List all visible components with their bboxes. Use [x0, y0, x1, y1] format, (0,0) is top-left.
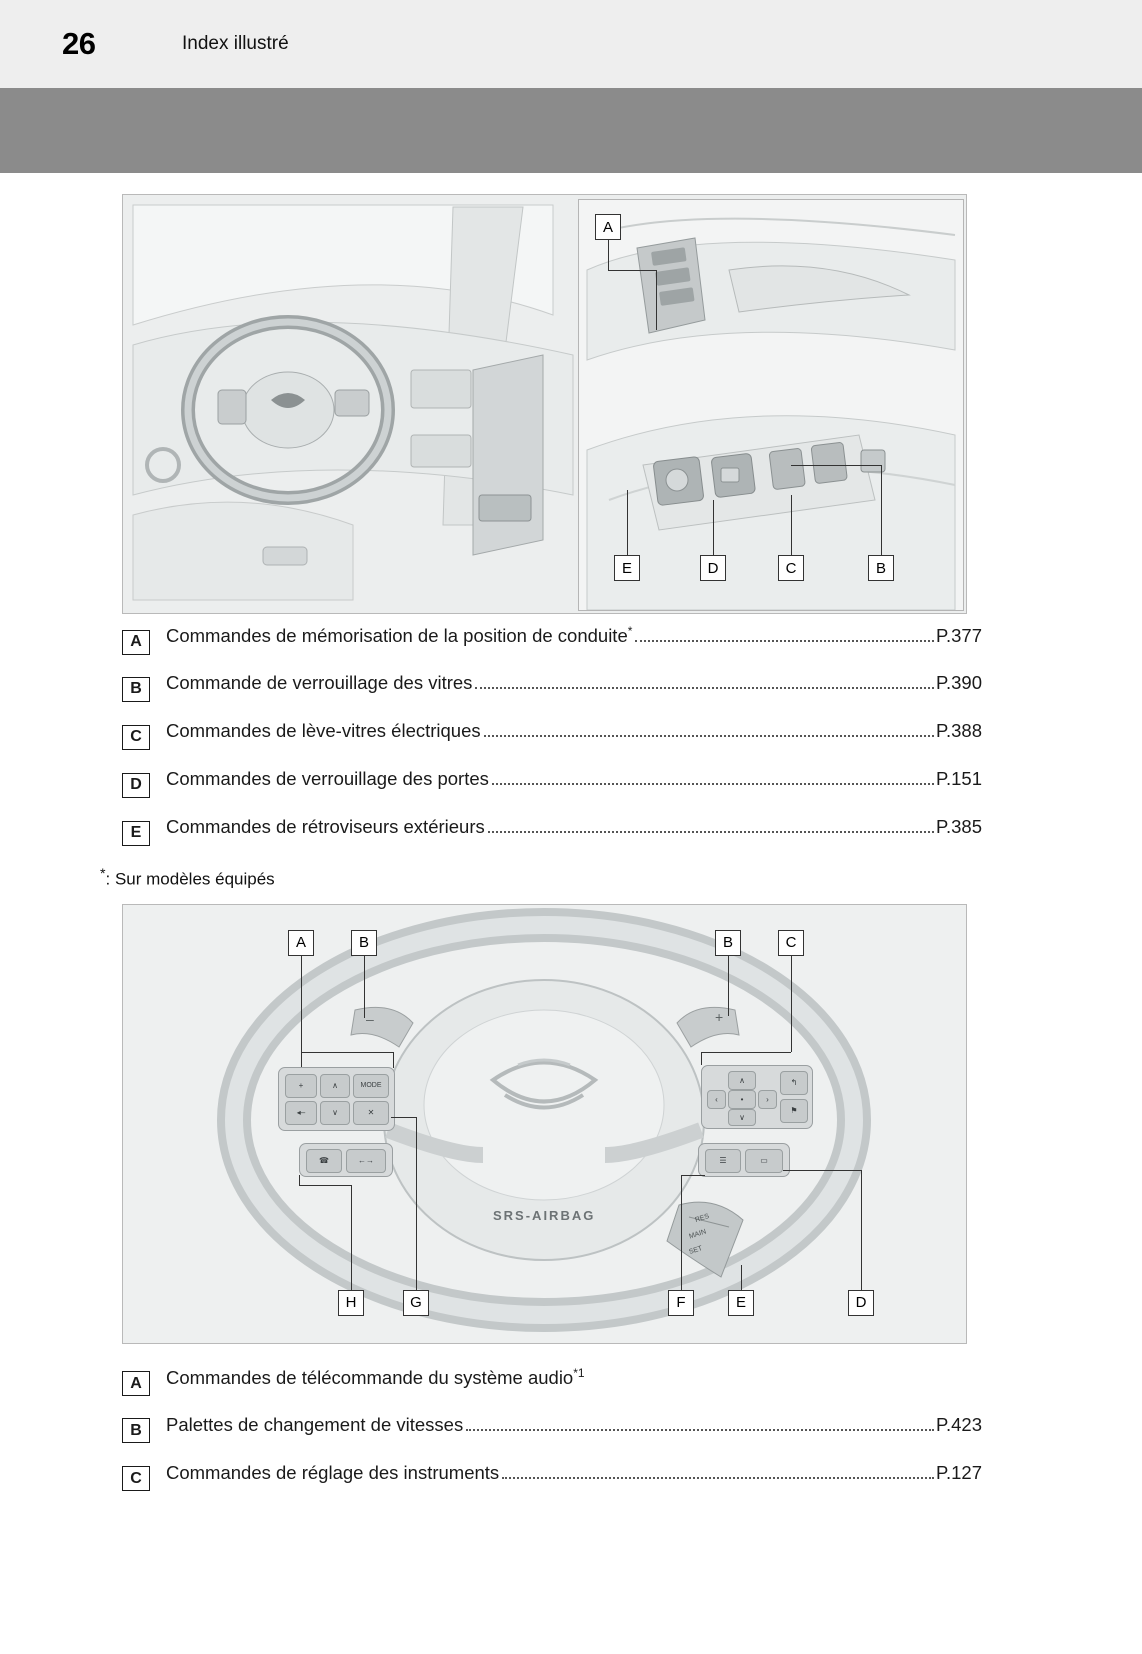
leader-b [881, 465, 882, 555]
index-key: B [122, 1418, 150, 1443]
callout-c: C [778, 930, 804, 956]
index-label [166, 816, 485, 838]
callout-c: C [778, 555, 804, 581]
cabin-illustration [123, 195, 583, 613]
meter-enter-key[interactable]: • [728, 1090, 756, 1109]
volume-down-key[interactable]: ◂– [285, 1101, 317, 1125]
index-key: A [122, 1371, 150, 1396]
index-label-text: Commandes de lève-vitres électriques [166, 720, 481, 741]
leader-b-right [728, 956, 729, 1016]
index-page-ref[interactable]: P.385 [936, 816, 982, 837]
index-label [166, 624, 632, 647]
leader-c2v [701, 1052, 702, 1065]
index-label [166, 672, 472, 694]
leader-a-h [608, 270, 656, 271]
seek-up-key[interactable]: ∧ [320, 1074, 350, 1098]
callout-b-left: B [351, 930, 377, 956]
index-label [166, 1462, 499, 1484]
callout-f: F [668, 1290, 694, 1316]
leader-g-h [391, 1117, 416, 1118]
index-label-text: Commandes de verrouillage des portes [166, 768, 489, 789]
index-row [122, 1366, 982, 1414]
leader-dots [484, 735, 934, 737]
index-row [122, 720, 982, 768]
callout-h: H [338, 1290, 364, 1316]
leader-d2 [861, 1170, 862, 1290]
leader-dots [488, 831, 934, 833]
meter-page-key[interactable]: ⚑ [780, 1099, 808, 1123]
index-label [166, 768, 489, 790]
leader-e [627, 490, 628, 555]
phone-key[interactable]: ☎ [306, 1149, 342, 1173]
index-key: E [122, 821, 150, 846]
callout-b-right: B [715, 930, 741, 956]
footnote [100, 866, 1142, 890]
leader-h-v [299, 1175, 300, 1185]
meter-left-key[interactable]: ‹ [707, 1090, 726, 1109]
seek-down-key[interactable]: ∨ [320, 1101, 350, 1125]
index-page-ref[interactable]: P.388 [936, 720, 982, 741]
meter-down-key[interactable]: ∨ [728, 1109, 756, 1126]
index-page-ref[interactable]: P.151 [936, 768, 982, 789]
index-label-text: Palettes de changement de vitesses [166, 1413, 464, 1435]
leader-f-h [681, 1175, 705, 1176]
steering-wheel-illustration [123, 905, 966, 1343]
leader-h-h [299, 1185, 351, 1186]
mute-key[interactable]: ✕ [353, 1101, 389, 1125]
index-key: C [122, 725, 150, 750]
meter-back-key[interactable]: ↰ [780, 1071, 808, 1095]
paddle-downshift-label: – [366, 1010, 374, 1027]
index-label-sup: * [627, 624, 633, 638]
header-band [0, 88, 1142, 173]
figure-steering-wheel [122, 904, 967, 1344]
index-label-sup: *1 [573, 1365, 585, 1380]
index-row [122, 672, 982, 720]
index-label-text: Commande de verrouillage des vitres [166, 672, 473, 693]
callout-d: D [700, 555, 726, 581]
footnote-text: : Sur modèles équipés [105, 869, 275, 889]
index-label-text: Commandes de rétroviseurs extérieurs [166, 816, 485, 837]
door-panel-inset [578, 199, 964, 611]
leader-dots [492, 783, 934, 785]
index-page-ref[interactable]: P.377 [936, 625, 982, 647]
lta-key[interactable]: ☰ [705, 1149, 741, 1173]
index-row [122, 768, 982, 816]
leader-dots [466, 1429, 934, 1431]
srs-airbag-label: SRS-AIRBAG [493, 1207, 596, 1223]
index-row [122, 624, 982, 672]
telephone-talk-pad[interactable] [299, 1143, 393, 1177]
index-key: C [122, 1466, 150, 1491]
meter-right-key[interactable]: › [758, 1090, 777, 1109]
index-label [166, 720, 481, 742]
index-page-ref[interactable]: P.127 [936, 1461, 982, 1483]
leader-c2h [701, 1052, 791, 1053]
index-row [122, 1414, 982, 1462]
leader-dots [475, 687, 934, 689]
index-key: D [122, 773, 150, 798]
page-title: Index illustré [182, 33, 289, 54]
callout-b: B [868, 555, 894, 581]
page-header [0, 0, 1142, 88]
leader-dots [635, 640, 934, 642]
volume-up-key[interactable]: + [285, 1074, 317, 1098]
leader-h [351, 1185, 352, 1290]
leader-a2v [393, 1052, 394, 1068]
leader-a2h [301, 1052, 393, 1053]
leader-f [681, 1175, 682, 1290]
meter-control-pad[interactable] [701, 1065, 813, 1129]
callout-g: G [403, 1290, 429, 1316]
leader-a-v [608, 240, 609, 270]
footnote-mark: * [100, 866, 106, 882]
meter-up-key[interactable]: ∧ [728, 1071, 756, 1090]
leader-g [416, 1117, 417, 1290]
leader-c [791, 495, 792, 555]
talk-key[interactable]: ←→ [346, 1149, 386, 1173]
index-row [122, 816, 982, 864]
lane-lta-pad[interactable] [698, 1143, 790, 1177]
callout-e: E [728, 1290, 754, 1316]
callout-d: D [848, 1290, 874, 1316]
stalk-res-label: RES [694, 1212, 711, 1224]
index-label-text: Commandes de mémorisation de la position de conduite [166, 625, 628, 647]
stalk-set-label: SET [688, 1244, 704, 1256]
leader-e2 [741, 1265, 742, 1290]
index-label [166, 1414, 463, 1436]
mode-key[interactable]: MODE [353, 1074, 389, 1098]
index-key: B [122, 677, 150, 702]
leader-dots [502, 1477, 934, 1479]
leader-a-v2 [656, 270, 657, 330]
leader-a2 [301, 956, 302, 1067]
callout-e: E [614, 555, 640, 581]
index-list-steering-controls [122, 1356, 982, 1510]
figure-interior-controls [122, 194, 967, 614]
leader-d [713, 500, 714, 555]
index-label [166, 1366, 585, 1389]
callout-a: A [595, 214, 621, 240]
index-label-text: Commandes de télécommande du système audio [166, 1366, 574, 1388]
door-panel-illustration [579, 200, 963, 610]
page-number: 26 [62, 26, 96, 61]
audio-control-pad[interactable] [278, 1067, 395, 1131]
index-key: A [122, 630, 150, 655]
callout-a: A [288, 930, 314, 956]
index-page-ref[interactable]: P.423 [936, 1413, 982, 1435]
stalk-main-label: MAIN [688, 1228, 708, 1241]
index-label-text: Commandes de réglage des instruments [166, 1461, 500, 1483]
leader-b-left [364, 956, 365, 1018]
leader-bc-h [791, 465, 881, 466]
index-row [122, 1462, 982, 1510]
paddle-upshift-label: + [715, 1008, 724, 1025]
leader-c2 [791, 956, 792, 1052]
radar-cruise-key[interactable]: ▭ [745, 1149, 783, 1173]
index-list-door-controls [122, 614, 982, 864]
index-page-ref[interactable]: P.390 [936, 672, 982, 693]
leader-d2-h [783, 1170, 861, 1171]
